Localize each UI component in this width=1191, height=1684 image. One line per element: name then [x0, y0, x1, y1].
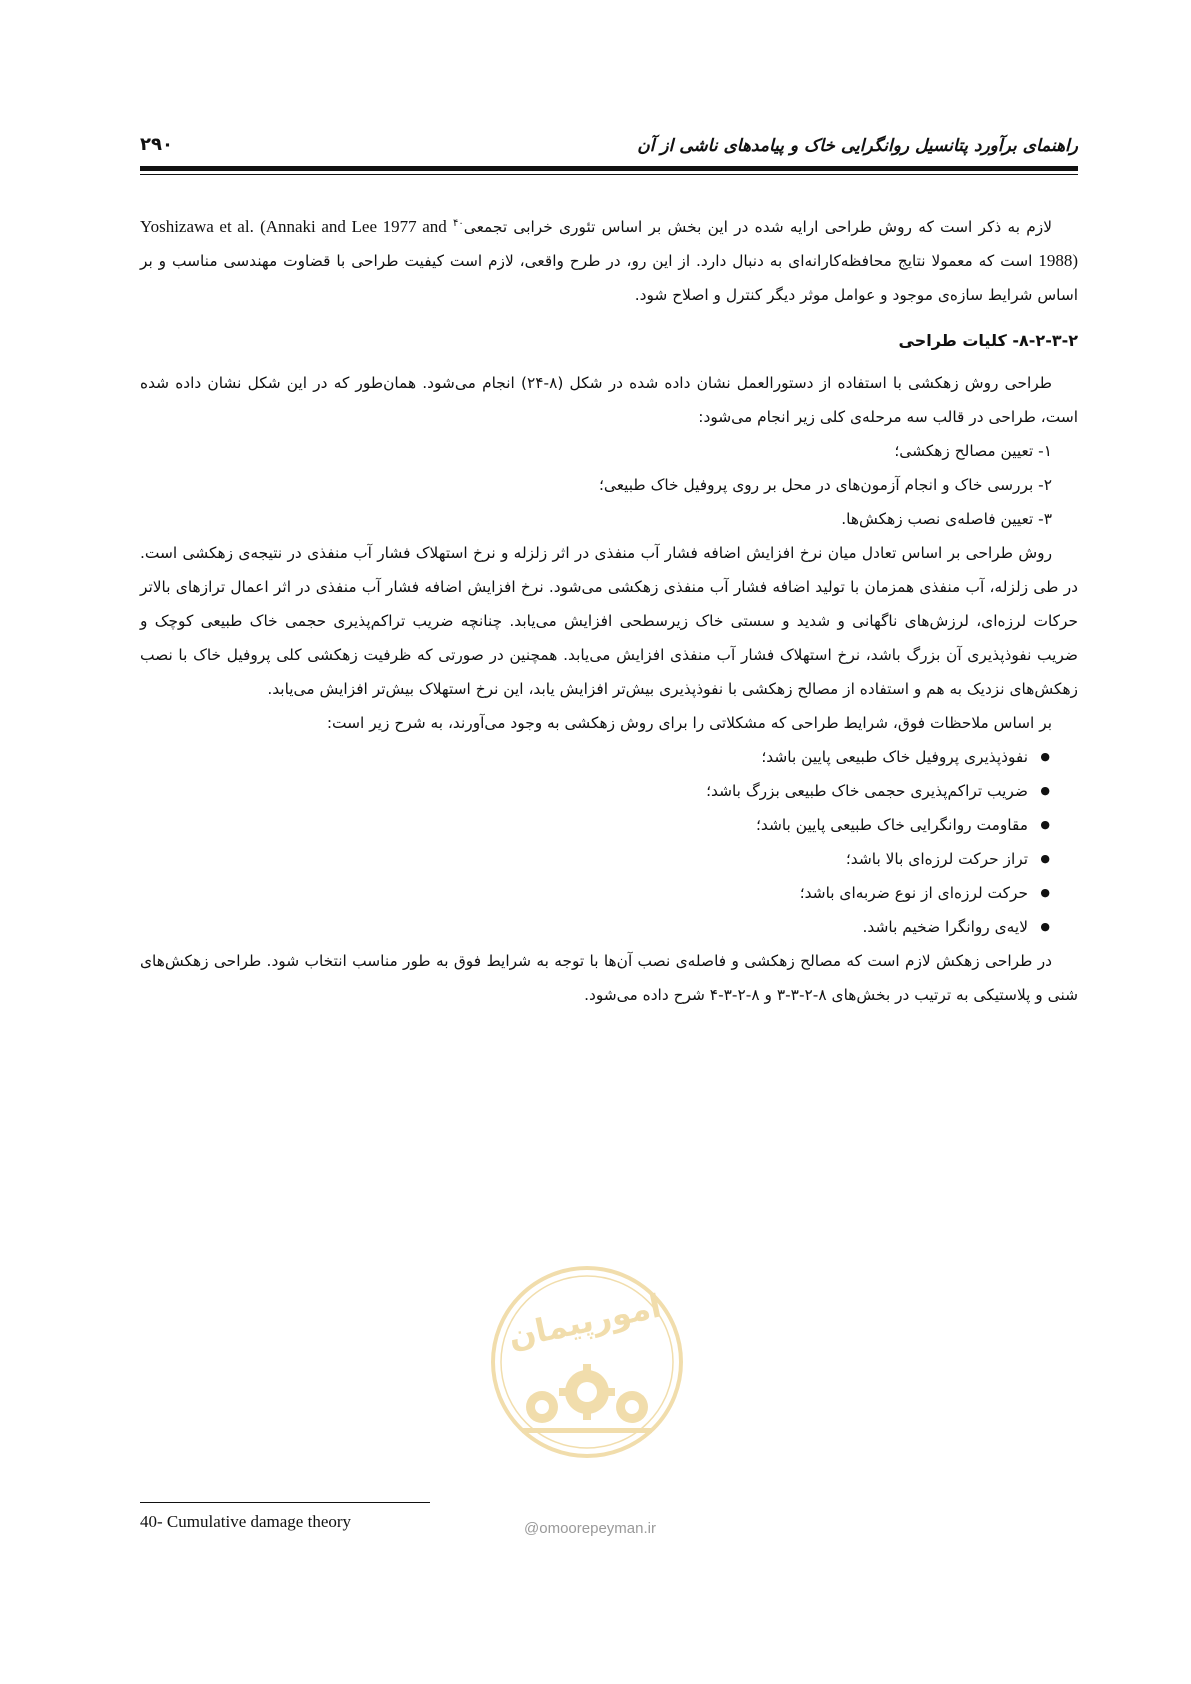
paragraph-closing: در طراحی زهکش لازم است که مصالح زهکشی و فاصله‌ی نصب آن‌ها با توجه به شرایط فوق به طور مناسب انتخاب شود. طراحی زهکش‌های شنی و پلاستیکی به ترتیب در بخش‌های ۸-۲-۳-۳ و ۸-۲-۳-۴ شرح داده می‌شود.: [140, 952, 1078, 1004]
section-heading: ۸-۲-۳-۲- کلیات طراحی: [898, 331, 1078, 350]
running-header: [140, 136, 1078, 166]
header-rule-thick: [140, 166, 1078, 171]
footnote: 40- Cumulative damage theory: [140, 1512, 352, 1531]
paragraph-design: طراحی روش زهکشی با استفاده از دستورالعمل نشان داده شده در شکل (۸-۲۴) انجام می‌شود. همان‌طور که در این شکل نشان داده شده است، طراحی در قالب سه مرحله‌ی کلی زیر انجام می‌شود:: [140, 374, 1078, 426]
step-item: ۲- بررسی خاک و انجام آزمون‌های در محل بر روی پروفیل خاک طبیعی؛: [599, 476, 1052, 494]
step-item: ۱- تعیین مصالح زهکشی؛: [894, 442, 1052, 460]
watermark-logo-text: امورپیمان: [504, 1286, 665, 1356]
intro-text-b: است که معمولا نتایج محافظه‌کارانه‌ای به دنبال دارد. از این رو، در طرح واقعی، لازم است کیفیت طراحی با قضاوت مهندسی مناسب و بر اساس شرایط سازه‌ی موجود و عوامل موثر دیگر کنترل و اصلاح شود.: [140, 252, 1078, 304]
header-rule-thin: [140, 174, 1078, 175]
page-number: ۲۹۰: [140, 134, 173, 155]
intro-text-a: لازم به ذکر است که روش طراحی ارایه شده در این بخش بر اساس تئوری خرابی تجمعی: [463, 218, 1052, 236]
citation-open: (Annaki and Lee 1977 and: [260, 217, 447, 236]
running-header-title: راهنمای برآورد پتانسیل روانگرایی خاک و پیامدهای ناشی از آن: [637, 136, 1078, 156]
conditions-list: [140, 740, 1078, 944]
list-item: ● حرکت لرزه‌ای از نوع ضربه‌ای باشد؛: [140, 876, 1028, 910]
gear-icon: [522, 1364, 652, 1433]
list-item: ● ضریب تراکم‌پذیری حجمی خاک طبیعی بزرگ باشد؛: [140, 774, 1028, 808]
citation-close: Yoshizawa et al. 1988): [140, 217, 1078, 270]
footnote-marker: ۴۰: [453, 217, 464, 229]
step-item: ۳- تعیین فاصله‌ی نصب زهکش‌ها.: [841, 510, 1052, 528]
watermark-logo: [487, 1262, 687, 1462]
list-item: ● نفوذپذیری پروفیل خاک طبیعی پایین باشد؛: [140, 740, 1028, 774]
body-text: [140, 210, 1078, 1012]
footnote-separator: [140, 1502, 430, 1503]
paragraph-intro: [140, 210, 1078, 312]
paragraph-conditions: بر اساس ملاحظات فوق، شرایط طراحی که مشکلاتی را برای روش زهکشی به وجود می‌آورند، به شرح زیر است:: [326, 714, 1052, 732]
paragraph-method: روش طراحی بر اساس تعادل میان نرخ افزایش اضافه فشار آب منفذی در اثر زلزله و نرخ استهلاک فشار آب منفذی در نتیجه‌ی زهکشی است. در طی زلزله، آب منفذی همزمان با تولید اضافه فشار آب منفذی زهکشی می‌شود. نرخ افزایش اضافه فشار آب منفذی در اثر اعمال ترازهای بالاتر حرکات لرزه‌ای، لرزش‌های ناگهانی و شدید و سستی خاک زیرسطحی افزایش می‌یابد. چنانچه ضریب تراکم‌پذیری حجمی خاک طبیعی کوچک و ضریب نفوذپذیری آن بزرگ باشد، نرخ استهلاک فشار آب منفذی افزایش می‌یابد. همچنین در صورتی که ظرفیت زهکشی کلی پروفیل خاک با نصب زهکش‌های نزدیک به هم و استفاده از مصالح زهکشی با نفوذپذیری بیش‌تر افزایش یابد، این نرخ استهلاک بیش‌تر افزایش می‌یابد.: [140, 544, 1078, 698]
list-item: ● لایه‌ی روانگرا ضخیم باشد.: [140, 910, 1028, 944]
list-item: ● تراز حرکت لرزه‌ای بالا باشد؛: [140, 842, 1028, 876]
watermark-url: @omoorepeyman.ir: [524, 1520, 656, 1537]
list-item: ● مقاومت روانگرایی خاک طبیعی پایین باشد؛: [140, 808, 1028, 842]
